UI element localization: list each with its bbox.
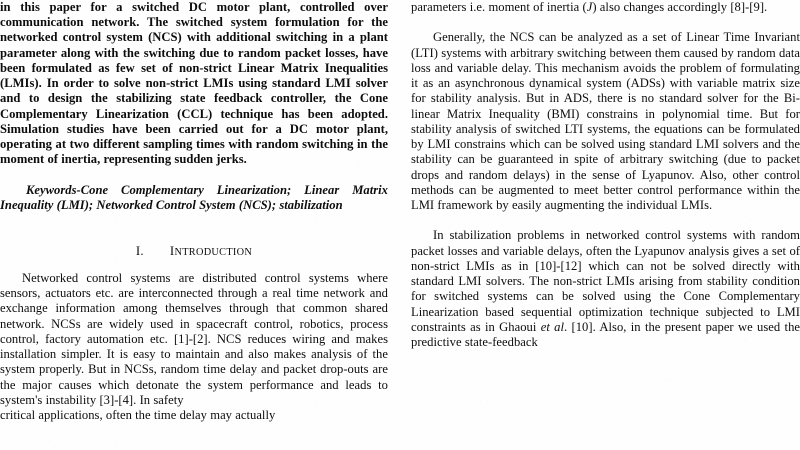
- section-heading-introduction: [0, 213, 388, 271]
- right-column-continuation-paragraph: [411, 0, 800, 15]
- right-paragraph-stabilization: [411, 228, 800, 350]
- left-column: [0, 0, 388, 450]
- stabilization-text-after: . [10]. Also, in the present paper we used the predictive state-feedback: [411, 319, 800, 350]
- section-title: [170, 244, 252, 258]
- paragraph-spacer: [411, 15, 800, 30]
- paragraph-spacer-2: [411, 213, 800, 228]
- inertia-text-after: ) also changes accordingly [8]-[9].: [592, 0, 768, 14]
- inertia-text-before: parameters i.e. moment of inertia (: [411, 0, 587, 14]
- section-numeral: I.: [135, 243, 144, 258]
- stabilization-text-before: In stabilization problems in networked control systems with random packet losses and variable delays, often the Lyapunov analysis gives a set of non-strict LMIs as in [10]-[12] which can not be solved directly with standard LMI solvers. The non-strict LMIs arising from stability condition for switched systems can be solved using the Cone Complementary Linearization based sequential optimization technique subjected to LMI constraints as in Ghaoui: [411, 228, 800, 334]
- section-title-initial: I: [169, 243, 175, 258]
- section-title-remainder: NTRODUCTION: [174, 246, 253, 258]
- right-column: [411, 0, 800, 450]
- introduction-paragraph-1-clipped-line: critical applications, often the time delay may actually: [0, 407, 276, 422]
- keywords-line: Keywords-Cone Complementary Linearization; Linear Matrix Inequality (LMI); Networked Control System (NCS); stabilization: [0, 182, 388, 212]
- et-al-italic: et al: [540, 319, 565, 334]
- inertia-symbol-J: J: [586, 0, 593, 14]
- right-paragraph-generally: Generally, the NCS can be analyzed as a set of Linear Time Invariant (LTI) systems with arbitrary switching between them caused by random data loss and variable delay. This mechanism avoids the problem of formulating it as an asynchronous dynamical system (ADSs) with variable matrix size for stability analysis. But in ADS, there is no standard solver for the Bi-linear Matrix Inequality (BMI) constrains in polynomial time. But for stability analysis of switched LTI systems, the equations can be formulated by LMI constrains which can be solved using standard LMI solvers and the stability can be guaranteed in spite of arbitrary switching (due to packet drops and random delays) in the sense of Lyapunov. Also, other control methods can be augmented to meet better control performance within the LMI framework by easily augmenting the individual LMIs.: [411, 30, 800, 212]
- introduction-paragraph-1: Networked control systems are distributed control systems where sensors, actuators etc. are interconnected through a real time network and exchange information among themselves through that common shared network. NCSs are widely used in spacecraft control, robotics, process control, factory automation etc. [1]-[2]. NCS reduces wiring and makes installation simpler. It is easy to maintain and also makes analysis of the system properly. But in NCSs, random time delay and packet drop-outs are the major causes which detonate the system performance and leads to system's instability [3]-[4]. In safety: [0, 270, 388, 407]
- abstract-continuation-paragraph: in this paper for a switched DC motor plant, controlled over communication network. The switched system formulation for the networked control system (NCS) with additional switching in a plant parameter along with the switching due to random packet losses, have been formulated as few set of non-strict Linear Matrix Inequalities (LMIs). In order to solve non-strict LMIs using standard LMI solver and to design the stabilizing state feedback controller, the Cone Complementary Linearization (CCL) technique has been adopted. Simulation studies have been carried out for a DC motor plant, operating at two different sampling times with random switching in the moment of inertia, representing sudden jerks.: [0, 0, 388, 167]
